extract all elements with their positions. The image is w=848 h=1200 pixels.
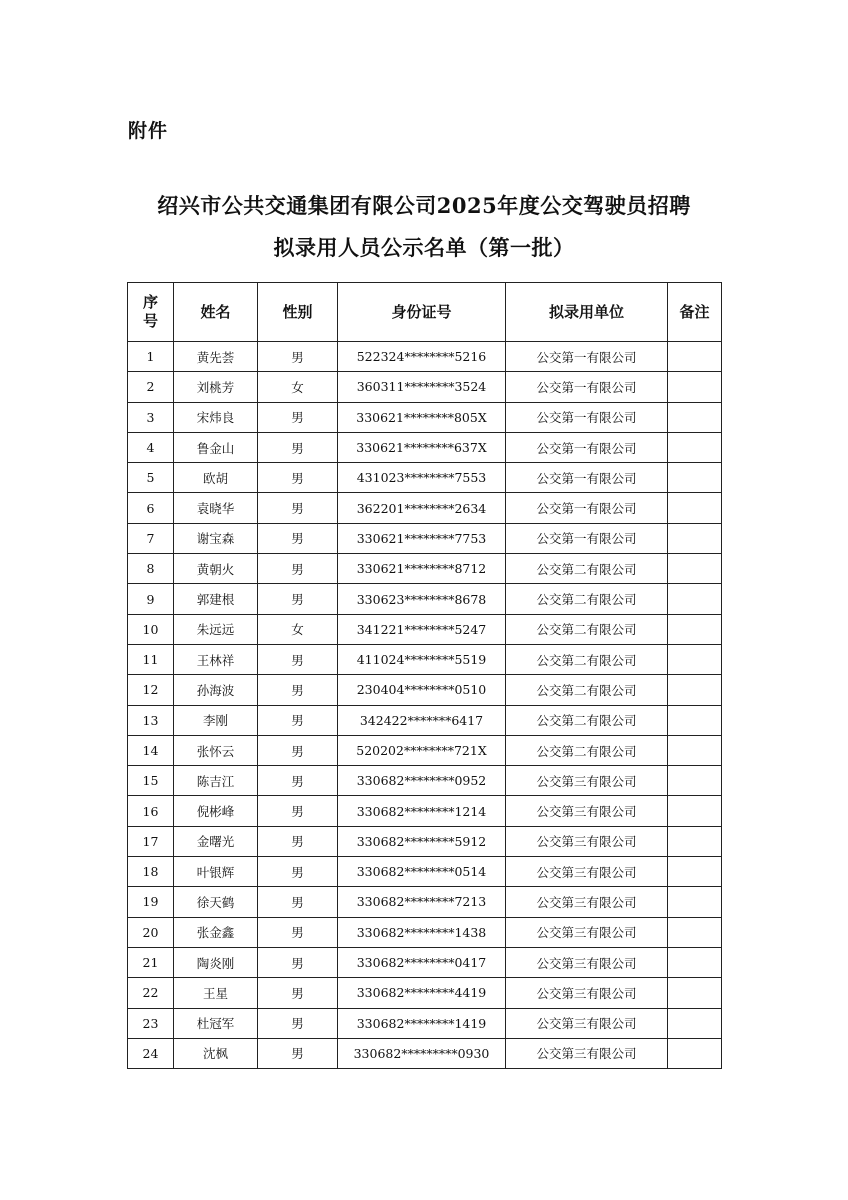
cell-gender: 男 [258,705,338,735]
cell-name: 黄先荟 [174,342,258,372]
cell-no: 14 [128,735,174,765]
table-body [128,342,722,1069]
cell-id-number: 330682********4419 [338,978,506,1008]
cell-unit: 公交第三有限公司 [506,917,668,947]
cell-gender: 男 [258,554,338,584]
cell-unit: 公交第一有限公司 [506,372,668,402]
cell-name: 叶银辉 [174,857,258,887]
cell-gender: 男 [258,1038,338,1068]
table-row [128,766,722,796]
cell-no: 23 [128,1008,174,1038]
table-row [128,1008,722,1038]
table-row [128,402,722,432]
table-row [128,342,722,372]
cell-gender: 男 [258,463,338,493]
cell-id-number: 330682*********0930 [338,1038,506,1068]
cell-note [668,826,722,856]
cell-no: 17 [128,826,174,856]
cell-note [668,917,722,947]
cell-id-number: 330682********7213 [338,887,506,917]
cell-id-number: 330621********805X [338,402,506,432]
cell-no: 20 [128,917,174,947]
cell-name: 张金鑫 [174,917,258,947]
cell-note [668,766,722,796]
cell-id-number: 330682********5912 [338,826,506,856]
table-row [128,917,722,947]
cell-unit: 公交第二有限公司 [506,614,668,644]
table-header-row [128,283,722,342]
cell-name: 金曙光 [174,826,258,856]
header-unit: 拟录用单位 [506,283,668,342]
cell-id-number: 330682********1419 [338,1008,506,1038]
cell-note [668,342,722,372]
cell-id-number: 360311********3524 [338,372,506,402]
table-row [128,584,722,614]
cell-id-number: 330621********8712 [338,554,506,584]
cell-note [668,614,722,644]
cell-id-number: 411024********5519 [338,644,506,674]
cell-unit: 公交第三有限公司 [506,857,668,887]
cell-note [668,978,722,1008]
cell-id-number: 330682********0514 [338,857,506,887]
cell-note [668,644,722,674]
attachment-label: 附件 [128,120,169,142]
cell-unit: 公交第三有限公司 [506,796,668,826]
cell-unit: 公交第三有限公司 [506,1008,668,1038]
cell-unit: 公交第二有限公司 [506,584,668,614]
cell-unit: 公交第二有限公司 [506,705,668,735]
cell-no: 2 [128,372,174,402]
cell-note [668,1008,722,1038]
cell-id-number: 431023********7553 [338,463,506,493]
table-row [128,705,722,735]
cell-no: 21 [128,947,174,977]
cell-no: 6 [128,493,174,523]
recruit-list-table [127,282,722,1069]
cell-gender: 男 [258,402,338,432]
cell-gender: 男 [258,432,338,462]
cell-id-number: 362201********2634 [338,493,506,523]
page-title: 绍兴市公共交通集团有限公司2025年度公交驾驶员招聘 [157,193,691,218]
cell-gender: 男 [258,826,338,856]
cell-unit: 公交第一有限公司 [506,493,668,523]
cell-unit: 公交第二有限公司 [506,644,668,674]
cell-no: 4 [128,432,174,462]
cell-name: 鲁金山 [174,432,258,462]
cell-note [668,947,722,977]
cell-no: 10 [128,614,174,644]
cell-unit: 公交第三有限公司 [506,826,668,856]
cell-gender: 男 [258,978,338,1008]
cell-no: 22 [128,978,174,1008]
cell-name: 杜冠军 [174,1008,258,1038]
header-no: 序号 [128,283,174,342]
cell-name: 谢宝森 [174,523,258,553]
cell-unit: 公交第三有限公司 [506,947,668,977]
cell-gender: 男 [258,523,338,553]
cell-gender: 男 [258,947,338,977]
cell-name: 黄朝火 [174,554,258,584]
table-row [128,978,722,1008]
cell-no: 15 [128,766,174,796]
cell-no: 18 [128,857,174,887]
cell-no: 5 [128,463,174,493]
header-name: 姓名 [174,283,258,342]
cell-id-number: 330621********637X [338,432,506,462]
cell-id-number: 522324********5216 [338,342,506,372]
cell-name: 朱远远 [174,614,258,644]
cell-note [668,493,722,523]
cell-name: 沈枫 [174,1038,258,1068]
table-row [128,735,722,765]
cell-no: 3 [128,402,174,432]
cell-note [668,402,722,432]
cell-note [668,857,722,887]
cell-id-number: 330682********1214 [338,796,506,826]
table-row [128,857,722,887]
table-row [128,614,722,644]
cell-no: 24 [128,1038,174,1068]
cell-note [668,1038,722,1068]
cell-note [668,523,722,553]
table-row [128,887,722,917]
cell-name: 徐天鹤 [174,887,258,917]
cell-gender: 男 [258,917,338,947]
cell-gender: 男 [258,675,338,705]
cell-no: 9 [128,584,174,614]
cell-no: 11 [128,644,174,674]
cell-name: 欧胡 [174,463,258,493]
cell-note [668,432,722,462]
cell-unit: 公交第三有限公司 [506,978,668,1008]
table-row [128,463,722,493]
cell-name: 王林祥 [174,644,258,674]
table-row [128,493,722,523]
cell-unit: 公交第三有限公司 [506,766,668,796]
cell-name: 陶炎刚 [174,947,258,977]
cell-gender: 男 [258,584,338,614]
page-subtitle: 拟录用人员公示名单（第一批） [273,235,575,260]
cell-gender: 女 [258,372,338,402]
table-row [128,826,722,856]
cell-note [668,735,722,765]
cell-unit: 公交第一有限公司 [506,402,668,432]
cell-note [668,705,722,735]
cell-id-number: 520202********721X [338,735,506,765]
cell-gender: 男 [258,735,338,765]
cell-note [668,675,722,705]
cell-gender: 男 [258,887,338,917]
cell-note [668,554,722,584]
cell-id-number: 330682********0417 [338,947,506,977]
cell-no: 8 [128,554,174,584]
cell-name: 宋炜良 [174,402,258,432]
cell-name: 刘桃芳 [174,372,258,402]
cell-unit: 公交第二有限公司 [506,675,668,705]
cell-name: 张怀云 [174,735,258,765]
cell-no: 7 [128,523,174,553]
cell-note [668,372,722,402]
cell-unit: 公交第一有限公司 [506,432,668,462]
cell-name: 孙海波 [174,675,258,705]
table-row [128,644,722,674]
cell-unit: 公交第一有限公司 [506,342,668,372]
cell-no: 12 [128,675,174,705]
header-id: 身份证号 [338,283,506,342]
cell-unit: 公交第三有限公司 [506,1038,668,1068]
cell-no: 1 [128,342,174,372]
header-gender: 性别 [258,283,338,342]
table-row [128,796,722,826]
cell-note [668,887,722,917]
cell-id-number: 342422*******6417 [338,705,506,735]
cell-name: 袁晓华 [174,493,258,523]
table-row [128,523,722,553]
cell-unit: 公交第二有限公司 [506,554,668,584]
cell-gender: 女 [258,614,338,644]
header-note: 备注 [668,283,722,342]
table-row [128,1038,722,1068]
table-row [128,372,722,402]
cell-unit: 公交第一有限公司 [506,523,668,553]
cell-unit: 公交第三有限公司 [506,887,668,917]
cell-gender: 男 [258,1008,338,1038]
cell-gender: 男 [258,796,338,826]
cell-id-number: 330621********7753 [338,523,506,553]
cell-note [668,584,722,614]
cell-name: 倪彬峰 [174,796,258,826]
cell-name: 陈吉江 [174,766,258,796]
cell-name: 郭建根 [174,584,258,614]
cell-gender: 男 [258,766,338,796]
cell-unit: 公交第一有限公司 [506,463,668,493]
cell-name: 王星 [174,978,258,1008]
cell-gender: 男 [258,644,338,674]
cell-note [668,463,722,493]
cell-name: 李刚 [174,705,258,735]
cell-note [668,796,722,826]
cell-id-number: 341221********5247 [338,614,506,644]
cell-id-number: 330623********8678 [338,584,506,614]
cell-id-number: 330682********1438 [338,917,506,947]
cell-gender: 男 [258,857,338,887]
cell-id-number: 330682********0952 [338,766,506,796]
cell-gender: 男 [258,493,338,523]
cell-no: 19 [128,887,174,917]
table-row [128,675,722,705]
table-row [128,554,722,584]
table-row [128,947,722,977]
table-row [128,432,722,462]
cell-no: 16 [128,796,174,826]
cell-id-number: 230404********0510 [338,675,506,705]
cell-unit: 公交第二有限公司 [506,735,668,765]
cell-gender: 男 [258,342,338,372]
cell-no: 13 [128,705,174,735]
